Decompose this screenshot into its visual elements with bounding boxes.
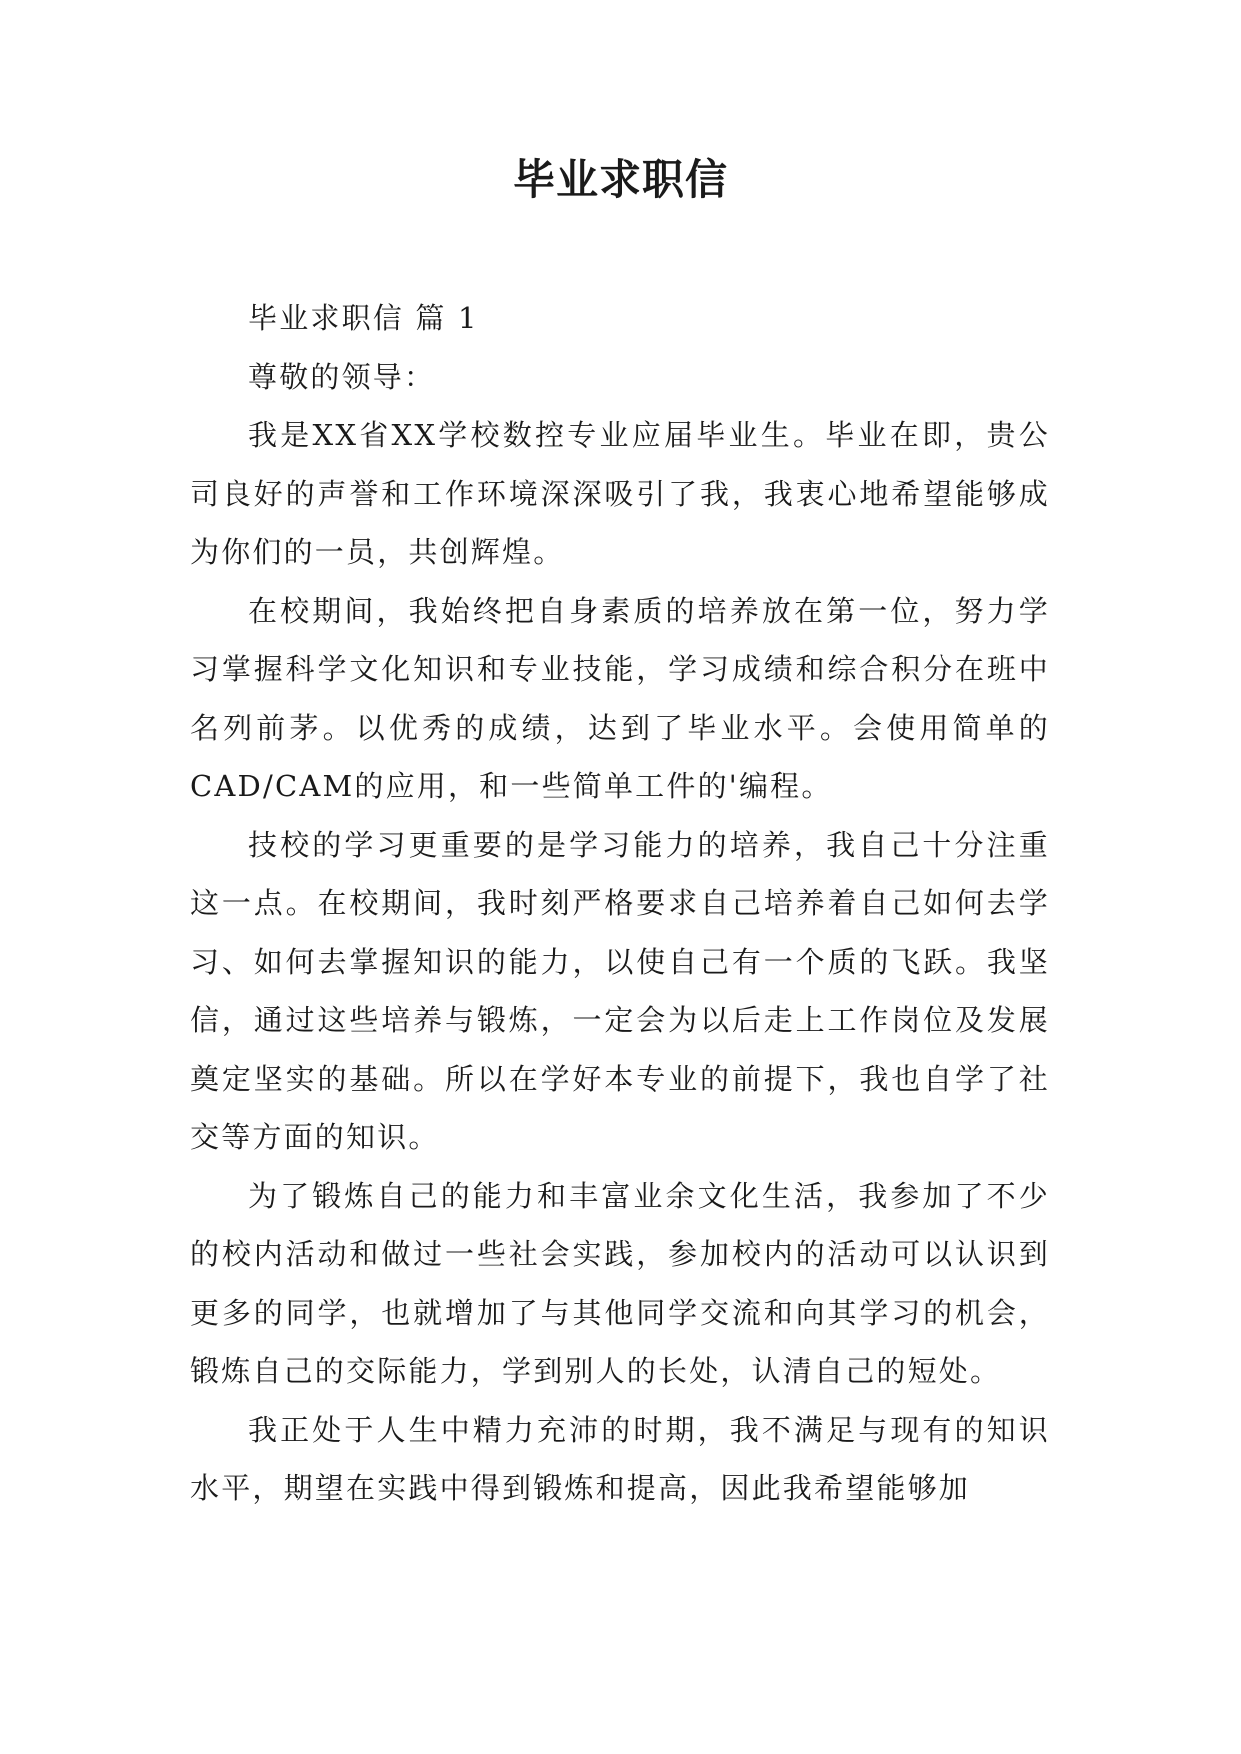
paragraph: 我正处于人生中精力充沛的时期，我不满足与现有的知识水平，期望在实践中得到锻炼和提高，因此我希望能够加 bbox=[190, 1412, 1050, 1505]
paragraph: 技校的学习更重要的是学习能力的培养，我自己十分注重这一点。在校期间，我时刻严格要求自己培养着自己如何去学习、如何去掌握知识的能力，以使自己有一个质的飞跃。我坚信，通过这些培养与锻炼，一定会为以后走上工作岗位及发展奠定坚实的基础。所以在学好本专业的前提下，我也自学了社交等方面的知识。 bbox=[190, 827, 1050, 1154]
document-title: 毕业求职信 bbox=[512, 155, 728, 204]
salutation: 尊敬的领导： bbox=[248, 359, 436, 394]
paragraph: 在校期间，我始终把自身素质的培养放在第一位，努力学习掌握科学文化知识和专业技能，学习成绩和综合积分在班中名列前茅。以优秀的成绩，达到了毕业水平。会使用简单的CAD/CAM的应用，和一些简单工件的'编程。 bbox=[190, 593, 1050, 803]
paragraph: 为了锻炼自己的能力和丰富业余文化生活，我参加了不少的校内活动和做过一些社会实践，参加校内的活动可以认识到更多的同学，也就增加了与其他同学交流和向其学习的机会，锻炼自己的交际能力，学到别人的长处，认清自己的短处。 bbox=[190, 1178, 1050, 1388]
document-body bbox=[190, 289, 1050, 1518]
section-heading: 毕业求职信 篇 1 bbox=[248, 301, 479, 335]
paragraph: 我是XX省XX学校数控专业应届毕业生。毕业在即，贵公司良好的声誉和工作环境深深吸引了我，我衷心地希望能够成为你们的一员，共创辉煌。 bbox=[190, 418, 1050, 569]
